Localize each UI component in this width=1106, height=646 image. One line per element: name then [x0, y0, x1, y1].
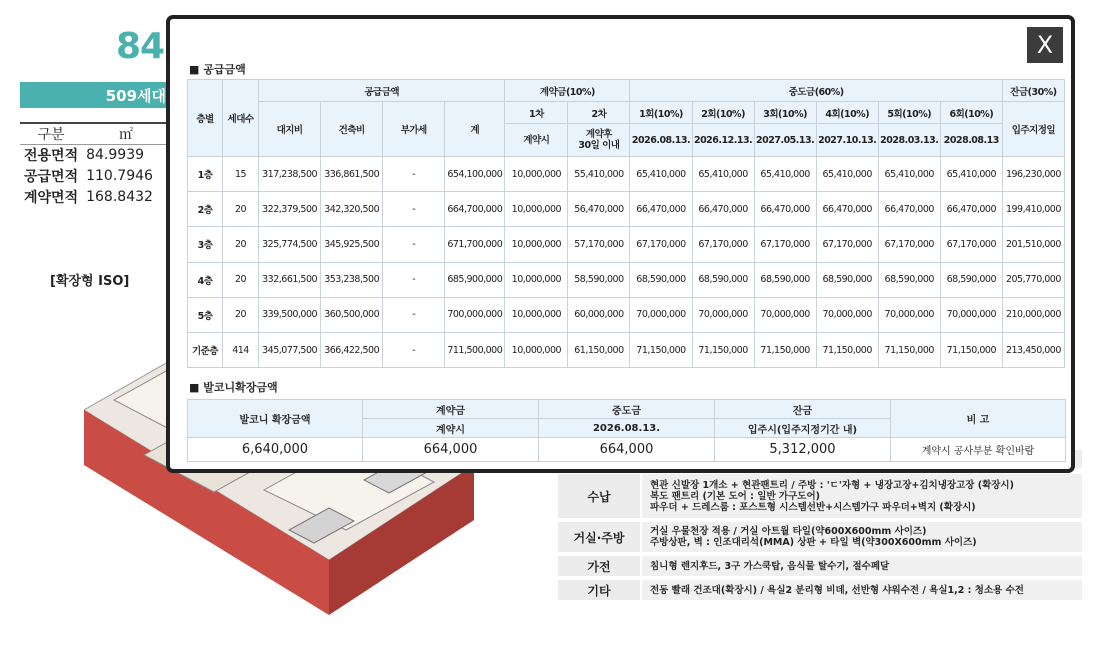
- interim-6-cell: 66,470,000: [940, 192, 1002, 227]
- price-table: [187, 79, 1065, 368]
- interim-6-cell: 71,150,000: [940, 332, 1002, 367]
- building-cost-cell: 342,320,500: [321, 192, 383, 227]
- land-cost-cell: 322,379,500: [259, 192, 321, 227]
- header-interim-3-date: 2027.05.13.: [754, 124, 816, 157]
- interim-5-cell: 66,470,000: [878, 192, 940, 227]
- interim-4-cell: 70,000,000: [816, 297, 878, 332]
- header-interim-4: 4회(10%): [816, 102, 878, 124]
- floor-cell: 4층: [188, 262, 223, 297]
- floor-cell: 5층: [188, 297, 223, 332]
- price-row: [188, 332, 1065, 367]
- balcony-interim: 664,000: [539, 438, 715, 462]
- option-label: 가전: [558, 556, 640, 576]
- vat-cell: -: [383, 227, 445, 262]
- balcony-balance: 5,312,000: [715, 438, 891, 462]
- building-cost-cell: 360,500,000: [321, 297, 383, 332]
- interim-3-cell: 66,470,000: [754, 192, 816, 227]
- total-cell: 664,700,000: [445, 192, 505, 227]
- interim-4-cell: 66,470,000: [816, 192, 878, 227]
- building-cost-cell: 336,861,500: [321, 157, 383, 192]
- price-row: [188, 192, 1065, 227]
- price-section-title: ■ 공급금액: [189, 61, 246, 77]
- balance-cell: 199,410,000: [1002, 192, 1064, 227]
- vat-cell: -: [383, 262, 445, 297]
- balcony-header-deposit: 계약금: [363, 400, 539, 419]
- option-text: 침니형 렌지후드, 3구 가스쿡탑, 음식물 탈수기, 절수페달: [642, 556, 1082, 576]
- total-cell: 685,900,000: [445, 262, 505, 297]
- area-label: 계약면적: [24, 190, 79, 206]
- option-label: 거실·주방: [558, 522, 640, 552]
- units-cell: 20: [223, 297, 259, 332]
- header-interim-3: 3회(10%): [754, 102, 816, 124]
- header-interim-5-date: 2028.03.13.: [878, 124, 940, 157]
- area-table: [20, 122, 170, 208]
- total-cell: 700,000,000: [445, 297, 505, 332]
- option-row: [558, 474, 1082, 518]
- option-label: 기타: [558, 580, 640, 600]
- interim-1-cell: 71,150,000: [630, 332, 692, 367]
- interim-3-cell: 67,170,000: [754, 227, 816, 262]
- balcony-table: [187, 399, 1066, 462]
- header-balance-group: 잔금(30%): [1002, 80, 1064, 102]
- header-interim-6: 6회(10%): [940, 102, 1002, 124]
- area-label: 전용면적: [24, 148, 79, 165]
- header-supply-group: 공급금액: [259, 80, 505, 102]
- units-cell: 414: [223, 332, 259, 367]
- area-value: 110.7946: [86, 168, 153, 184]
- balcony-header-note: 비 고: [891, 400, 1066, 438]
- balcony-header-balance-when: 입주시(입주지정기간 내): [715, 419, 891, 438]
- close-button[interactable]: X: [1027, 27, 1063, 63]
- interim-6-cell: 68,590,000: [940, 262, 1002, 297]
- area-header-label: 구분: [20, 123, 82, 145]
- option-label: 수납: [558, 474, 640, 518]
- interim-2-cell: 71,150,000: [692, 332, 754, 367]
- interim-2-cell: 68,590,000: [692, 262, 754, 297]
- balcony-header-interim-when: 2026.08.13.: [539, 419, 715, 438]
- deposit-1-cell: 10,000,000: [505, 262, 568, 297]
- interim-2-cell: 70,000,000: [692, 297, 754, 332]
- interim-2-cell: 66,470,000: [692, 192, 754, 227]
- interim-1-cell: 65,410,000: [630, 157, 692, 192]
- interim-1-cell: 70,000,000: [630, 297, 692, 332]
- header-total: 계: [445, 102, 505, 157]
- header-interim-5: 5회(10%): [878, 102, 940, 124]
- total-cell: 671,700,000: [445, 227, 505, 262]
- header-interim-1-date: 2026.08.13.: [630, 124, 692, 157]
- price-row: [188, 297, 1065, 332]
- land-cost-cell: 345,077,500: [259, 332, 321, 367]
- area-value: 84.9939: [86, 147, 145, 164]
- header-deposit-group: 계약금(10%): [505, 80, 630, 102]
- header-interim-4-date: 2027.10.13.: [816, 124, 878, 157]
- header-balance-when: 입주지정일: [1002, 102, 1064, 157]
- balcony-amount: 6,640,000: [188, 438, 363, 462]
- floor-cell: 기준층: [188, 332, 223, 367]
- deposit-1-cell: 10,000,000: [505, 157, 568, 192]
- vat-cell: -: [383, 192, 445, 227]
- header-units: 세대수: [223, 80, 259, 157]
- interim-6-cell: 67,170,000: [940, 227, 1002, 262]
- plan-type-label: [확장형 ISO]: [50, 274, 130, 289]
- deposit-2-cell: 56,470,000: [568, 192, 630, 227]
- balance-cell: 210,000,000: [1002, 297, 1064, 332]
- interim-2-cell: 67,170,000: [692, 227, 754, 262]
- price-modal: [166, 15, 1075, 473]
- header-deposit-1-when: 계약시: [505, 124, 568, 157]
- building-cost-cell: 366,422,500: [321, 332, 383, 367]
- option-row: [558, 556, 1082, 576]
- land-cost-cell: 317,238,500: [259, 157, 321, 192]
- interim-5-cell: 67,170,000: [878, 227, 940, 262]
- interim-3-cell: 68,590,000: [754, 262, 816, 297]
- balcony-header-deposit-when: 계약시: [363, 419, 539, 438]
- balcony-note: 계약시 공사부분 확인바람: [891, 438, 1066, 462]
- header-interim-2: 2회(10%): [692, 102, 754, 124]
- interim-4-cell: 71,150,000: [816, 332, 878, 367]
- households-badge: 509세대: [20, 82, 170, 108]
- vat-cell: -: [383, 157, 445, 192]
- header-vat: 부가세: [383, 102, 445, 157]
- interim-3-cell: 70,000,000: [754, 297, 816, 332]
- interim-5-cell: 71,150,000: [878, 332, 940, 367]
- balcony-header-amount: 발코니 확장금액: [188, 400, 363, 438]
- floor-cell: 1층: [188, 157, 223, 192]
- interim-4-cell: 67,170,000: [816, 227, 878, 262]
- total-cell: 711,500,000: [445, 332, 505, 367]
- option-text: 전동 빨래 건조대(확장시) / 욕실2 분리형 비데, 선반형 샤워수전 / 욕실1,2 : 청소용 수전: [642, 580, 1082, 600]
- price-row: [188, 157, 1065, 192]
- header-deposit-1: 1차: [505, 102, 568, 124]
- deposit-1-cell: 10,000,000: [505, 192, 568, 227]
- interim-4-cell: 65,410,000: [816, 157, 878, 192]
- area-label: 공급면적: [24, 169, 79, 185]
- units-cell: 20: [223, 262, 259, 297]
- interim-3-cell: 65,410,000: [754, 157, 816, 192]
- deposit-1-cell: 10,000,000: [505, 297, 568, 332]
- interim-6-cell: 65,410,000: [940, 157, 1002, 192]
- header-interim-1: 1회(10%): [630, 102, 692, 124]
- interim-2-cell: 65,410,000: [692, 157, 754, 192]
- deposit-2-cell: 60,000,000: [568, 297, 630, 332]
- floor-cell: 2층: [188, 192, 223, 227]
- header-building: 건축비: [321, 102, 383, 157]
- price-row: [188, 262, 1065, 297]
- units-cell: 15: [223, 157, 259, 192]
- balcony-header-interim: 중도금: [539, 400, 715, 419]
- total-cell: 654,100,000: [445, 157, 505, 192]
- balcony-header-balance: 잔금: [715, 400, 891, 419]
- option-text: 거실 우물천장 적용 / 거실 아트월 타일(약600X600mm 사이즈) 주방상판, 벽 : 인조대리석(MMA) 상판 + 타일 벽(약300X600mm 사이즈): [642, 522, 1082, 552]
- land-cost-cell: 332,661,500: [259, 262, 321, 297]
- header-deposit-2-when: 계약후 30일 이내: [568, 124, 630, 157]
- interim-1-cell: 68,590,000: [630, 262, 692, 297]
- interim-1-cell: 67,170,000: [630, 227, 692, 262]
- option-row: [558, 580, 1082, 600]
- interim-5-cell: 65,410,000: [878, 157, 940, 192]
- header-interim-group: 중도금(60%): [630, 80, 1002, 102]
- deposit-2-cell: 61,150,000: [568, 332, 630, 367]
- balance-cell: 213,450,000: [1002, 332, 1064, 367]
- balcony-section-title: ■ 발코니확장금액: [189, 379, 278, 395]
- balance-cell: 205,770,000: [1002, 262, 1064, 297]
- interim-3-cell: 71,150,000: [754, 332, 816, 367]
- building-cost-cell: 353,238,500: [321, 262, 383, 297]
- deposit-1-cell: 10,000,000: [505, 227, 568, 262]
- vat-cell: -: [383, 297, 445, 332]
- deposit-2-cell: 55,410,000: [568, 157, 630, 192]
- floor-cell: 3층: [188, 227, 223, 262]
- price-row: [188, 227, 1065, 262]
- balance-cell: 196,230,000: [1002, 157, 1064, 192]
- deposit-1-cell: 10,000,000: [505, 332, 568, 367]
- header-interim-6-date: 2028.08.13: [940, 124, 1002, 157]
- header-deposit-2: 2차: [568, 102, 630, 124]
- interim-4-cell: 68,590,000: [816, 262, 878, 297]
- land-cost-cell: 325,774,500: [259, 227, 321, 262]
- option-text: 현관 신발장 1개소 + 현관팬트리 / 주방 : 'ㄷ'자형 + 냉장고장+김치냉장고장 (확장시) 복도 팬트리 (기본 도어 : 일반 가구도어) 파우더 + 드레스룸 : 포스트형 시스템선반+시스템가구 파우더+벽지 (확장시): [642, 474, 1082, 518]
- area-value: 168.8432: [86, 189, 153, 205]
- balcony-deposit: 664,000: [363, 438, 539, 462]
- interim-1-cell: 66,470,000: [630, 192, 692, 227]
- land-cost-cell: 339,500,000: [259, 297, 321, 332]
- option-row: [558, 522, 1082, 552]
- units-cell: 20: [223, 227, 259, 262]
- header-interim-2-date: 2026.12.13.: [692, 124, 754, 157]
- balance-cell: 201,510,000: [1002, 227, 1064, 262]
- building-cost-cell: 345,925,500: [321, 227, 383, 262]
- unit-type-title: 84: [116, 26, 165, 67]
- interim-5-cell: 70,000,000: [878, 297, 940, 332]
- area-header-unit: ㎡: [82, 123, 170, 145]
- deposit-2-cell: 58,590,000: [568, 262, 630, 297]
- deposit-2-cell: 57,170,000: [568, 227, 630, 262]
- vat-cell: -: [383, 332, 445, 367]
- interim-5-cell: 68,590,000: [878, 262, 940, 297]
- header-land: 대지비: [259, 102, 321, 157]
- header-floor: 층별: [188, 80, 223, 157]
- interim-6-cell: 70,000,000: [940, 297, 1002, 332]
- units-cell: 20: [223, 192, 259, 227]
- option-table: [558, 450, 1082, 604]
